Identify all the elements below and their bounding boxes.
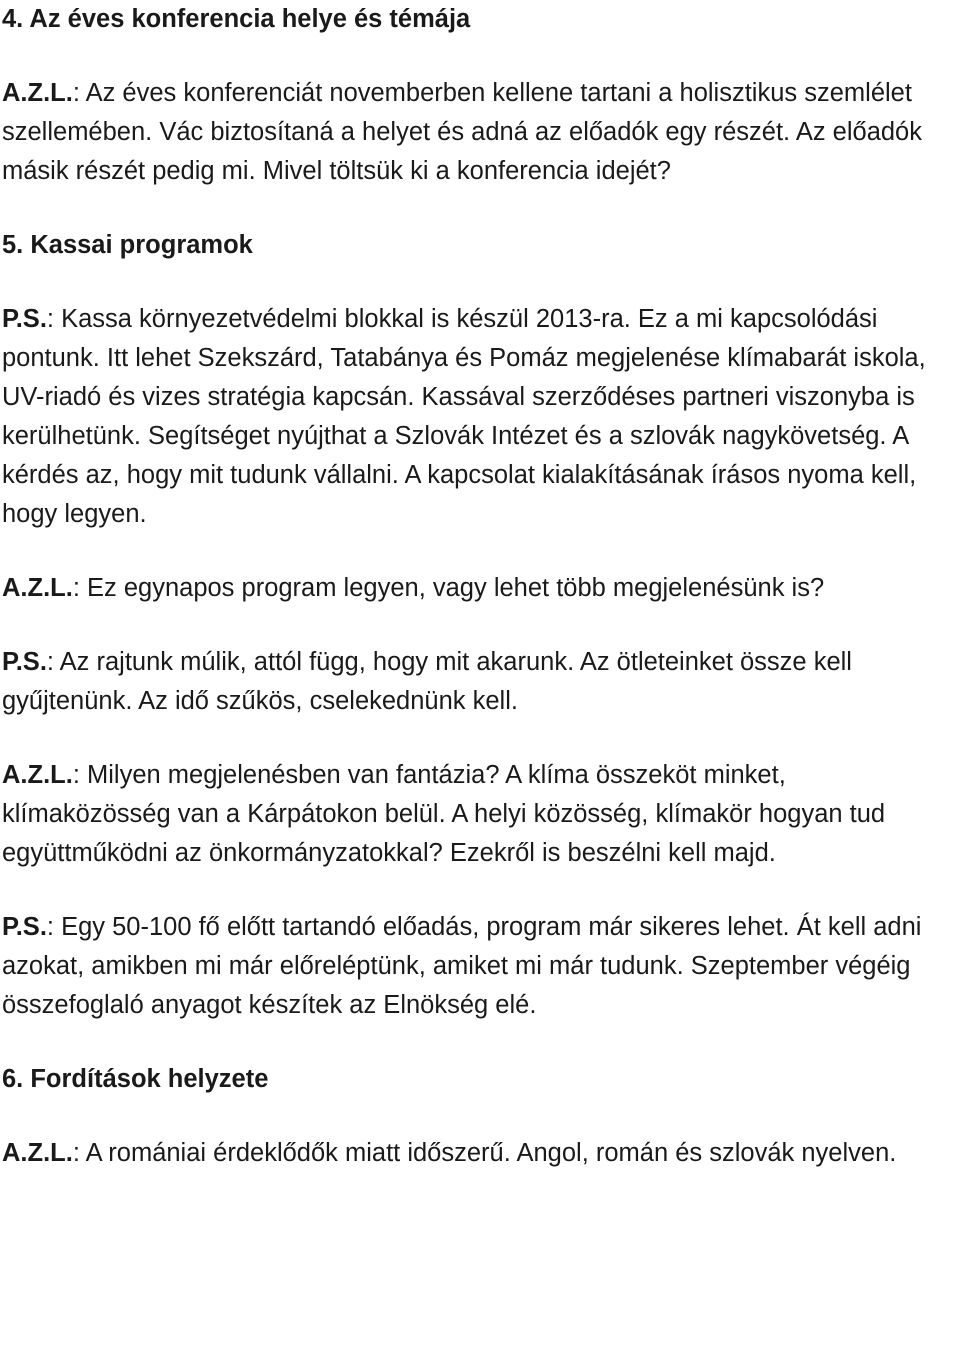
paragraph — [2, 569, 956, 608]
paragraph — [2, 74, 956, 191]
paragraph — [2, 756, 956, 873]
section-heading: 6. Fordítások helyzete — [2, 1065, 269, 1093]
paragraph-text: : Ez egynapos program legyen, vagy lehet több megjelenésünk is? — [72, 574, 825, 602]
paragraph-text: : Az rajtunk múlik, attól függ, hogy mit akarunk. Az ötleteinket össze kell gyűjtenünk. Az idő szűkös, cselekednünk kell. — [2, 648, 852, 715]
section-5 — [2, 226, 956, 1025]
paragraph-text: : A romániai érdeklődők miatt időszerű. Angol, román és szlovák nyelven. — [72, 1139, 897, 1167]
section-6 — [2, 1060, 956, 1173]
section-4 — [2, 0, 956, 191]
section-heading: 4. Az éves konferencia helye és témája — [2, 5, 471, 33]
speaker-label: P.S. — [2, 648, 47, 676]
paragraph-text: : Egy 50-100 fő előtt tartandó előadás, program már sikeres lehet. Át kell adni azokat, amikben mi már előreléptünk, amiket mi már tudunk. Szeptember végéig összefoglaló anyagot készítek az Elnökség elé. — [2, 913, 922, 1019]
paragraph — [2, 300, 956, 534]
speaker-label: A.Z.L. — [2, 574, 73, 602]
speaker-label: A.Z.L. — [2, 79, 73, 107]
paragraph-text: : Kassa környezetvédelmi blokkal is készül 2013-ra. Ez a mi kapcsolódási pontunk. Itt lehet Szekszárd, Tatabánya és Pomáz megjelenése klímabarát iskola, UV-riadó és vizes stratégia kapcsán. Kassával szerződéses partneri viszonyba is kerülhetünk. Segítséget nyújthat a Szlovák Intézet és a szlovák nagykövetség. A kérdés az, hogy mit tudunk vállalni. A kapcsolat kialakításának írásos nyoma kell, hogy legyen. — [2, 305, 926, 528]
paragraph — [2, 1134, 956, 1173]
speaker-label: A.Z.L. — [2, 761, 73, 789]
paragraph-text: : Az éves konferenciát novemberben kellene tartani a holisztikus szemlélet szellemében. Vác biztosítaná a helyet és adná az előadók egy részét. Az előadók másik részét pedig mi. Mivel töltsük ki a konferencia idejét? — [2, 79, 922, 185]
speaker-label: P.S. — [2, 305, 47, 333]
speaker-label: A.Z.L. — [2, 1139, 73, 1167]
section-heading: 5. Kassai programok — [2, 231, 253, 259]
paragraph — [2, 643, 956, 721]
paragraph — [2, 908, 956, 1025]
paragraph-text: : Milyen megjelenésben van fantázia? A klíma összeköt minket, klímaközösség van a Kárpátokon belül. A helyi közösség, klímakör hogyan tud együttműködni az önkormányzatokkal? Ezekről is beszélni kell majd. — [2, 761, 886, 867]
speaker-label: P.S. — [2, 913, 47, 941]
